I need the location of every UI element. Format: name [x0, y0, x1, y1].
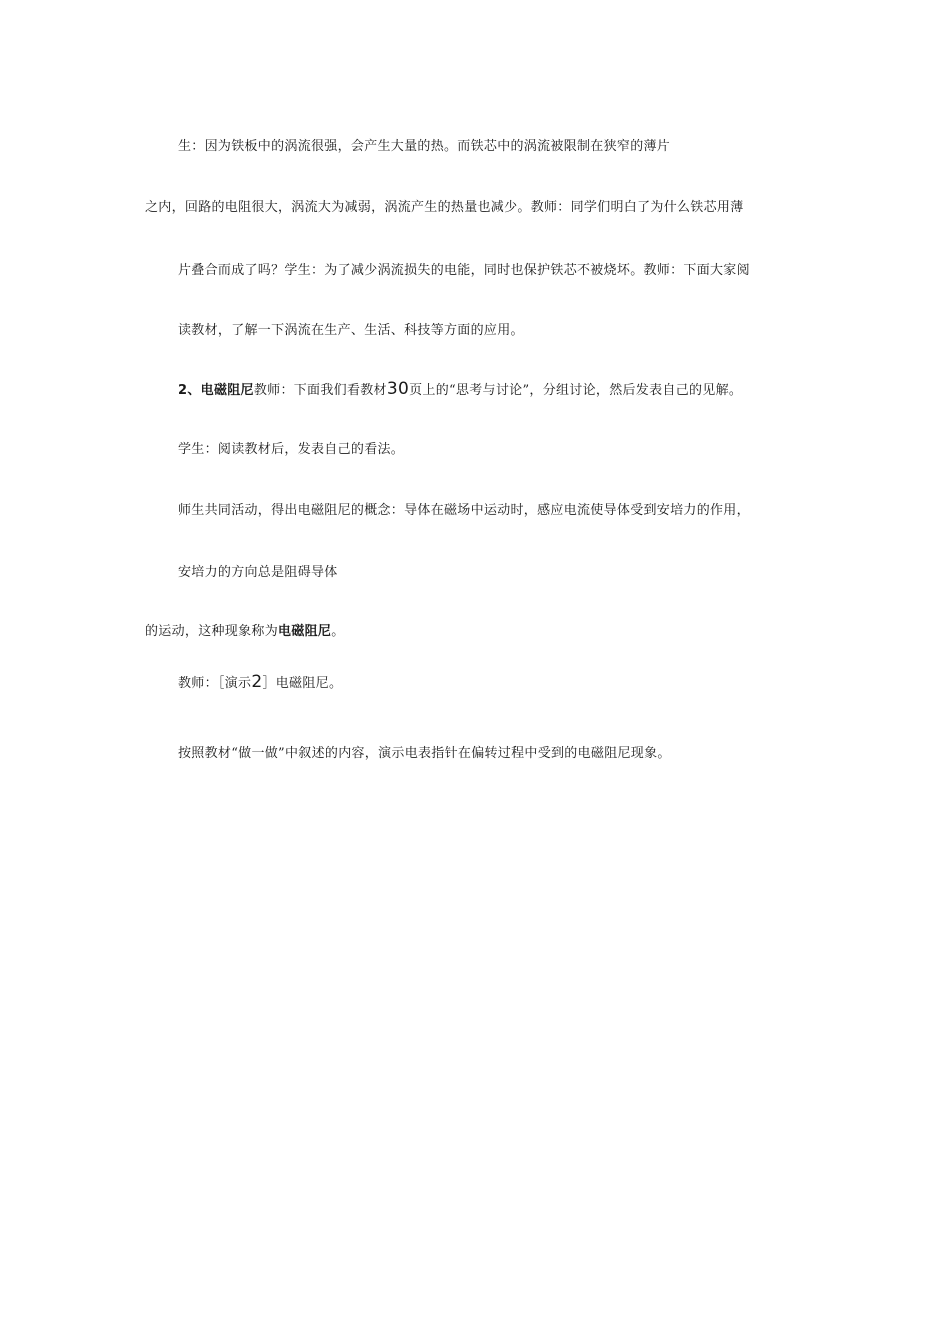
- text-teacher-instruction: 教师：下面我们看教材: [253, 383, 387, 398]
- text-demo-title: ］电磁阻尼。: [262, 676, 343, 691]
- text-period: 。: [331, 624, 345, 639]
- paragraph-line-2: [145, 199, 744, 217]
- text-demo-description: 按照教材“做一做”中叙述的内容，演示电表指针在偏转过程中受到的电磁阻尼现象。: [178, 746, 671, 761]
- text-student-answer-heat: 生：因为铁板中的涡流很强，会产生大量的热。而铁芯中的涡流被限制在狭窄的薄片: [178, 139, 671, 154]
- text-phenomenon-name: 的运动，这种现象称为: [145, 624, 279, 639]
- term-electromagnetic-damping: 电磁阻尼: [278, 624, 332, 639]
- paragraph-line-8: [178, 564, 338, 582]
- paragraph-line-9: [145, 623, 345, 641]
- paragraph-line-3: [178, 262, 750, 280]
- section-heading-electromagnetic-damping: 2、电磁阻尼: [178, 383, 254, 398]
- text-student-opinion: 学生：阅读教材后，发表自己的看法。: [178, 442, 405, 457]
- paragraph-line-5: [178, 380, 742, 400]
- page-number: 30: [386, 379, 410, 399]
- text-resistance-explanation: 之内，回路的电阻很大，涡流大为减弱，涡流产生的热量也减少。教师：同学们明白了为什么铁芯用薄: [145, 200, 744, 215]
- paragraph-line-7: [178, 502, 750, 520]
- paragraph-line-1: [178, 138, 670, 156]
- text-concept-definition: 师生共同活动，得出电磁阻尼的概念：导体在磁场中运动时，感应电流使导体受到安培力的作用，: [178, 503, 750, 518]
- paragraph-line-4: [178, 322, 524, 340]
- text-read-textbook: 读教材，了解一下涡流在生产、生活、科技等方面的应用。: [178, 323, 524, 338]
- text-ampere-force-direction: 安培力的方向总是阻碍导体: [178, 565, 338, 580]
- paragraph-line-11: [178, 745, 671, 763]
- paragraph-line-6: [178, 441, 404, 459]
- paragraph-line-10: [178, 673, 342, 693]
- demo-number: 2: [251, 672, 263, 692]
- text-demo-label: 教师：［演示: [178, 676, 252, 691]
- text-laminated-core-question: 片叠合而成了吗？学生：为了减少涡流损失的电能，同时也保护铁芯不被烧坏。教师：下面大家阅: [178, 263, 750, 278]
- text-discussion-instruction: 页上的“思考与讨论”，分组讨论，然后发表自己的见解。: [409, 383, 743, 398]
